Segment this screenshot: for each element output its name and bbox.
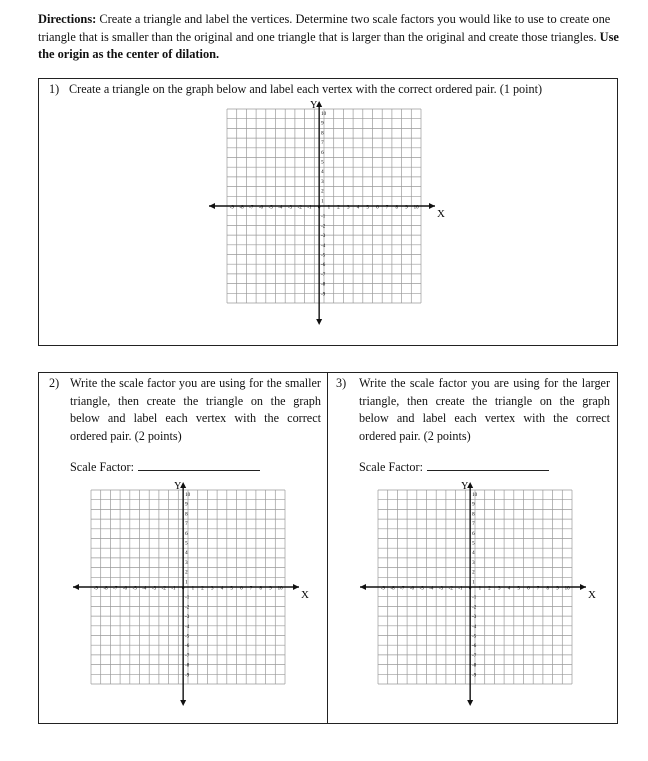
x-tick-label: -2 xyxy=(297,205,302,211)
x-axis-arrow-left-icon xyxy=(73,584,79,590)
x-tick-label: 8 xyxy=(259,586,262,592)
directions-label: Directions: xyxy=(38,12,97,26)
scale-factor-2 xyxy=(70,459,260,475)
x-tick-label: 1 xyxy=(327,205,331,211)
x-tick-label: 6 xyxy=(527,586,530,592)
x-tick-label: -7 xyxy=(400,586,405,592)
x-tick-label: 2 xyxy=(337,205,340,211)
y-tick-label: 7 xyxy=(185,522,188,528)
y-axis-label: Y xyxy=(310,100,318,111)
y-tick-label: 10 xyxy=(185,493,191,498)
x-tick-label: 1 xyxy=(191,586,195,592)
x-tick-label: 8 xyxy=(395,205,398,211)
y-tick-label: -1 xyxy=(185,595,190,601)
x-axis-arrow-right-icon xyxy=(293,584,299,590)
y-tick-label: -6 xyxy=(185,644,190,650)
x-tick-label: 9 xyxy=(556,586,559,592)
x-tick-label: -8 xyxy=(239,205,244,211)
x-tick-label: -5 xyxy=(132,586,137,592)
y-tick-label: -6 xyxy=(321,263,326,269)
y-tick-label: 6 xyxy=(472,531,475,537)
directions-emphasis: Use the origin as the center of dilation. xyxy=(38,29,619,61)
x-tick-label: -9 xyxy=(93,586,98,592)
x-tick-label: -3 xyxy=(151,586,157,592)
x-tick-label: 0 xyxy=(468,586,472,592)
y-tick-label: 9 xyxy=(472,502,475,508)
y-tick-label: -5 xyxy=(472,634,477,640)
y-axis-label: Y xyxy=(461,481,469,492)
x-tick-label: -8 xyxy=(103,586,108,592)
y-tick-label: 4 xyxy=(472,551,475,557)
x-tick-label: -6 xyxy=(122,586,128,592)
x-tick-label: -1 xyxy=(171,586,176,592)
x-tick-label: -4 xyxy=(278,205,283,211)
x-tick-label: -5 xyxy=(419,586,424,592)
y-tick-label: 5 xyxy=(472,541,475,547)
y-tick-label: -3 xyxy=(321,234,326,240)
x-tick-label: -4 xyxy=(429,586,434,592)
question-1-number: 1) xyxy=(49,82,60,96)
coordinate-grid-2[interactable] xyxy=(83,480,313,725)
scale-factor-3 xyxy=(359,459,549,475)
x-tick-label: 10 xyxy=(413,205,419,211)
y-tick-label: 8 xyxy=(321,131,324,137)
y-tick-label: -2 xyxy=(185,605,190,611)
scale-factor-3-blank[interactable] xyxy=(427,459,549,471)
y-axis-label: Y xyxy=(174,481,182,492)
y-tick-label: 7 xyxy=(472,522,475,528)
y-axis-arrow-down-icon xyxy=(467,700,473,706)
question-2-box xyxy=(38,372,328,724)
y-tick-label: -8 xyxy=(321,282,326,288)
y-tick-label: -9 xyxy=(472,673,477,679)
y-tick-label: -5 xyxy=(185,634,190,640)
y-tick-label: 4 xyxy=(321,170,324,176)
y-tick-label: -3 xyxy=(185,615,190,621)
question-3-text: Write the scale factor you are using for the larger triangle, then create the triangle on the graph below and label each vertex with the correct ordered pair. (2 points) xyxy=(359,376,610,443)
y-tick-label: -4 xyxy=(185,624,190,630)
x-tick-label: 3 xyxy=(211,586,214,592)
y-tick-label: 3 xyxy=(185,560,188,566)
y-tick-label: -5 xyxy=(321,253,326,259)
y-tick-label: 1 xyxy=(185,580,188,586)
question-2-number: 2) xyxy=(49,376,60,390)
x-tick-label: -3 xyxy=(438,586,444,592)
y-tick-label: -7 xyxy=(472,653,477,659)
x-tick-label: 2 xyxy=(201,586,204,592)
y-tick-label: -9 xyxy=(321,292,326,298)
x-tick-label: 4 xyxy=(356,205,360,211)
x-tick-label: -6 xyxy=(409,586,415,592)
y-tick-label: 4 xyxy=(185,551,188,557)
x-tick-label: 5 xyxy=(366,205,369,211)
y-tick-label: 7 xyxy=(321,141,324,147)
x-tick-label: 4 xyxy=(220,586,224,592)
y-tick-label: 2 xyxy=(472,570,475,576)
scale-factor-2-blank[interactable] xyxy=(138,459,260,471)
x-tick-label: 7 xyxy=(385,205,389,211)
x-tick-label: -9 xyxy=(229,205,234,211)
x-tick-label: 8 xyxy=(546,586,549,592)
x-tick-label: -8 xyxy=(390,586,395,592)
x-axis-arrow-right-icon xyxy=(429,203,435,209)
y-axis-arrow-down-icon xyxy=(316,319,322,325)
y-tick-label: 10 xyxy=(321,112,327,117)
x-axis-arrow-left-icon xyxy=(360,584,366,590)
x-tick-label: 7 xyxy=(249,586,253,592)
y-tick-label: -1 xyxy=(321,214,326,220)
x-tick-label: -1 xyxy=(458,586,463,592)
x-axis-label: X xyxy=(588,589,596,601)
x-tick-label: 9 xyxy=(405,205,408,211)
y-tick-label: -4 xyxy=(472,624,477,630)
y-tick-label: -4 xyxy=(321,243,326,249)
y-tick-label: 3 xyxy=(472,560,475,566)
y-tick-label: -2 xyxy=(321,224,326,230)
y-tick-label: 1 xyxy=(321,199,324,205)
scale-factor-3-label: Scale Factor: xyxy=(359,460,423,474)
x-tick-label: 0 xyxy=(317,205,321,211)
x-axis-label: X xyxy=(437,208,445,220)
scale-factor-2-label: Scale Factor: xyxy=(70,460,134,474)
x-tick-label: -2 xyxy=(161,586,166,592)
x-tick-label: -7 xyxy=(113,586,118,592)
question-3-box xyxy=(327,372,618,724)
x-tick-label: 3 xyxy=(498,586,501,592)
y-tick-label: -6 xyxy=(472,644,477,650)
y-tick-label: -9 xyxy=(185,673,190,679)
coordinate-grid-1[interactable] xyxy=(219,99,449,344)
x-tick-label: -4 xyxy=(142,586,147,592)
x-tick-label: -7 xyxy=(249,205,254,211)
directions xyxy=(38,11,623,64)
y-tick-label: 9 xyxy=(185,502,188,508)
x-tick-label: -5 xyxy=(268,205,273,211)
x-tick-label: 3 xyxy=(347,205,350,211)
x-tick-label: 4 xyxy=(507,586,511,592)
y-tick-label: 2 xyxy=(321,189,324,195)
question-1-box xyxy=(38,78,618,346)
y-tick-label: 9 xyxy=(321,121,324,127)
x-tick-label: 6 xyxy=(376,205,379,211)
y-tick-label: 1 xyxy=(472,580,475,586)
x-axis-arrow-left-icon xyxy=(209,203,215,209)
y-tick-label: -8 xyxy=(185,663,190,669)
y-tick-label: -8 xyxy=(472,663,477,669)
y-tick-label: 8 xyxy=(185,512,188,518)
x-tick-label: 0 xyxy=(181,586,185,592)
y-tick-label: -7 xyxy=(185,653,190,659)
y-tick-label: -2 xyxy=(472,605,477,611)
x-tick-label: 7 xyxy=(536,586,540,592)
x-tick-label: 1 xyxy=(478,586,482,592)
x-tick-label: -2 xyxy=(448,586,453,592)
y-tick-label: 6 xyxy=(321,150,324,156)
x-tick-label: 2 xyxy=(488,586,491,592)
y-tick-label: 3 xyxy=(321,179,324,185)
question-1-text: Create a triangle on the graph below and label each vertex with the correct ordered pair. (1 point) xyxy=(69,82,543,96)
y-tick-label: 2 xyxy=(185,570,188,576)
x-tick-label: 5 xyxy=(517,586,520,592)
x-tick-label: -6 xyxy=(258,205,264,211)
x-axis-arrow-right-icon xyxy=(580,584,586,590)
x-tick-label: 10 xyxy=(564,586,570,592)
x-tick-label: 10 xyxy=(277,586,283,592)
x-tick-label: -3 xyxy=(287,205,293,211)
x-tick-label: -9 xyxy=(380,586,385,592)
question-3-number: 3) xyxy=(336,376,347,390)
y-tick-label: 5 xyxy=(321,160,324,166)
x-tick-label: 9 xyxy=(269,586,272,592)
x-tick-label: 6 xyxy=(240,586,243,592)
x-axis-label: X xyxy=(301,589,309,601)
y-axis-arrow-down-icon xyxy=(180,700,186,706)
y-tick-label: -7 xyxy=(321,272,326,278)
y-tick-label: -1 xyxy=(472,595,477,601)
x-tick-label: -1 xyxy=(307,205,312,211)
directions-text: Create a triangle and label the vertices. Determine two scale factors you would like to use to create one triangle that is smaller than the original and one triangle that is larger than the original and create those triangles. xyxy=(38,12,611,44)
y-tick-label: 8 xyxy=(472,512,475,518)
question-2-text: Write the scale factor you are using for the smaller triangle, then create the triangle on the graph below and label each vertex with the correct ordered pair. (2 points) xyxy=(70,376,321,443)
y-tick-label: 10 xyxy=(472,493,478,498)
y-tick-label: -3 xyxy=(472,615,477,621)
y-tick-label: 6 xyxy=(185,531,188,537)
x-tick-label: 5 xyxy=(230,586,233,592)
y-tick-label: 5 xyxy=(185,541,188,547)
coordinate-grid-3[interactable] xyxy=(370,480,600,725)
